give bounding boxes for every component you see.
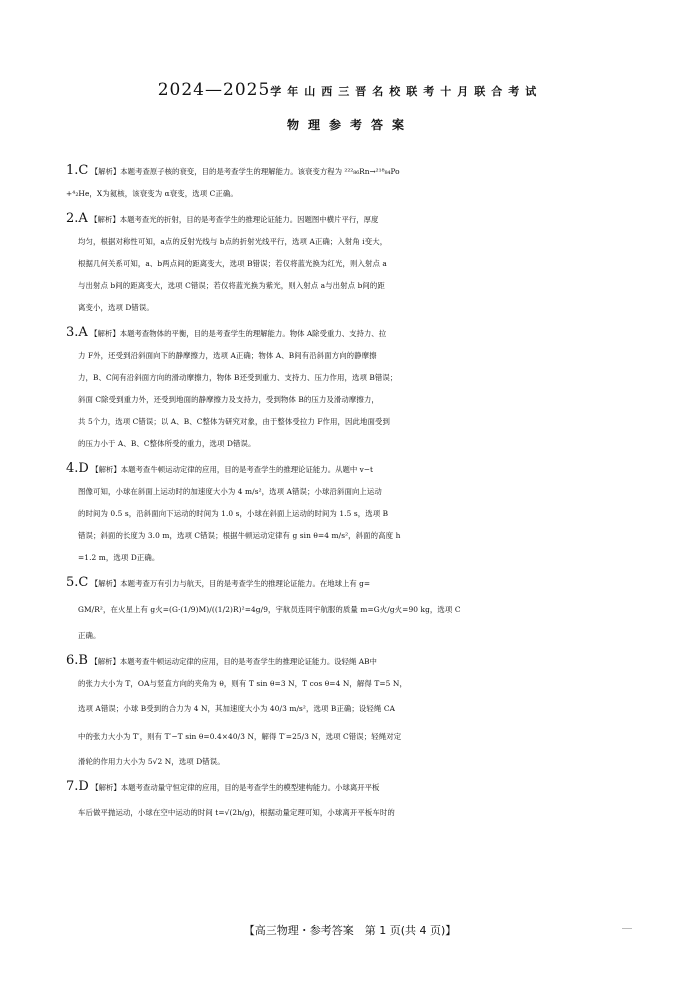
answer-line: 离变小，选项 D错误。 xyxy=(78,303,154,312)
answer-line: 根据几何关系可知，a、b两点间的距离变大，选项 B错误；若仅将蓝光换为红光，则入射点 a xyxy=(78,259,387,268)
question-number: 7.D xyxy=(66,779,89,794)
answer-line: 选项 A错误；小球 B受到的合力为 4 N，其加速度大小为 40/3 m/s²，选项 B正确；设轻绳 CA xyxy=(78,704,396,713)
answer-text: 【解析】本题考查牛顿运动定律的应用，目的是考查学生的推理论证能力。设轻绳 AB中 xyxy=(90,657,377,666)
answer-line: 的压力小于 A、B、C整体所受的重力，选项 D错误。 xyxy=(78,439,256,448)
answer-line: 斜面 C除受到重力外，还受到地面的静摩擦力及支持力，受到物体 B的压力及滑动摩擦力， xyxy=(78,395,379,404)
answer-text: 【解析】本题考查原子核的衰变，目的是考查学生的理解能力。该衰变方程为 ²²²₈₆Rn→²¹⁸₈₄Po xyxy=(90,167,400,176)
answer-line xyxy=(66,650,640,673)
answers-body xyxy=(66,160,640,830)
answer-line xyxy=(66,776,640,799)
question-4 xyxy=(66,458,640,569)
answer-line: 图像可知，小球在斜面上运动时的加速度大小为 4 m/s²，选项 A错误；小球沿斜面向上运动 xyxy=(78,487,382,496)
answer-line: 中的张力大小为 T′，则有 T′−T sin θ=0.4×40/3 N，解得 T′=25/3 N，选项 C错误；轻绳对定 xyxy=(78,732,402,741)
answer-line xyxy=(66,322,640,345)
question-3 xyxy=(66,322,640,455)
answer-line: 与出射点 b间的距离变大，选项 C错误；若仅将蓝光换为紫光，则入射点 a与出射点 b间的距 xyxy=(78,281,385,290)
answer-line: 正确。 xyxy=(78,631,101,640)
answer-line: 的张力大小为 T，OA与竖直方向的夹角为 θ，则有 T sin θ=3 N，T cos θ=4 N，解得 T=5 N， xyxy=(78,679,407,688)
answer-line: 力，B、C间有沿斜面方向的滑动摩擦力，物体 B还受到重力、支持力、压力作用，选项 B错误； xyxy=(78,373,398,382)
answer-line: 车后做平抛运动，小球在空中运动的时间 t=√(2h/g)，根据动量定理可知，小球离开平板车时的 xyxy=(78,808,395,817)
question-6 xyxy=(66,650,640,773)
title-text: 学年山西三晋名校联考十月联合考试 xyxy=(270,85,543,98)
answer-line xyxy=(66,458,640,481)
answer-text: 【解析】本题考查物体的平衡，目的是考查学生的理解能力。物体 A除受重力、支持力、拉 xyxy=(90,329,387,338)
answer-line: 共 5个力，选项 C错误；以 A、B、C整体为研究对象，由于整体受拉力 F作用，因此地面受到 xyxy=(78,417,390,426)
answer-line xyxy=(66,160,640,183)
answer-line: 均匀，根据对称性可知，a点的反射光线与 b点的折射光线平行，选项 A正确；入射角 i变大， xyxy=(78,237,388,246)
answer-text: 【解析】本题考查牛顿运动定律的应用，目的是考查学生的推理论证能力。从题中 v−t xyxy=(91,465,373,474)
answer-line: +⁴₂He，X为氦核，该衰变为 α衰变，选项 C正确。 xyxy=(66,189,238,198)
title-year: 2024—2025 xyxy=(157,80,271,100)
question-1 xyxy=(66,160,640,205)
question-number: 5.C xyxy=(66,575,89,590)
page-title xyxy=(0,80,700,100)
answer-text: 【解析】本题考查光的折射，目的是考查学生的推理论证能力。因题图中横片平行，厚度 xyxy=(90,215,379,224)
question-number: 6.B xyxy=(66,653,88,668)
answer-text: 【解析】本题考查万有引力与航天，目的是考查学生的推理论证能力。在地球上有 g= xyxy=(90,579,371,588)
question-number: 2.A xyxy=(66,211,88,226)
answer-line xyxy=(66,208,640,231)
question-number: 4.D xyxy=(66,461,89,476)
corner-mark xyxy=(622,928,632,929)
answer-line: 错误；斜面的长度为 3.0 m，选项 C错误；根据牛顿运动定律有 g sin θ=4 m/s²，斜面的高度 h xyxy=(78,531,401,540)
question-number: 3.A xyxy=(66,325,88,340)
question-5 xyxy=(66,572,640,647)
page-subtitle: 物理参考答案 xyxy=(286,118,413,132)
question-7 xyxy=(66,776,640,827)
answer-line: =1.2 m，选项 D正确。 xyxy=(78,553,160,562)
answer-line xyxy=(66,572,640,595)
answer-line: 滑轮的作用力大小为 5√2 N，选项 D错误。 xyxy=(78,757,225,766)
question-number: 1.C xyxy=(66,163,89,178)
answer-text: 【解析】本题考查动量守恒定律的应用，目的是考查学生的模型建构能力。小球离开平板 xyxy=(91,783,380,792)
question-2 xyxy=(66,208,640,319)
answer-line: GM/R²，在火星上有 g火=(G·(1/9)M)/((1/2)R)²=4g/9，宇航员连同宇航服的质量 m=G火/g火=90 kg，选项 C xyxy=(78,605,461,614)
answer-line: 力 F外，还受到沿斜面向下的静摩擦力，选项 A正确；物体 A、B间有沿斜面方向的静摩擦 xyxy=(78,351,377,360)
page-footer: 【高三物理・参考答案 第 1 页(共 4 页)】 xyxy=(243,924,457,937)
answer-line: 的时间为 0.5 s，沿斜面向下运动的时间为 1.0 s，小球在斜面上运动的时间为 1.5 s，选项 B xyxy=(78,509,389,518)
